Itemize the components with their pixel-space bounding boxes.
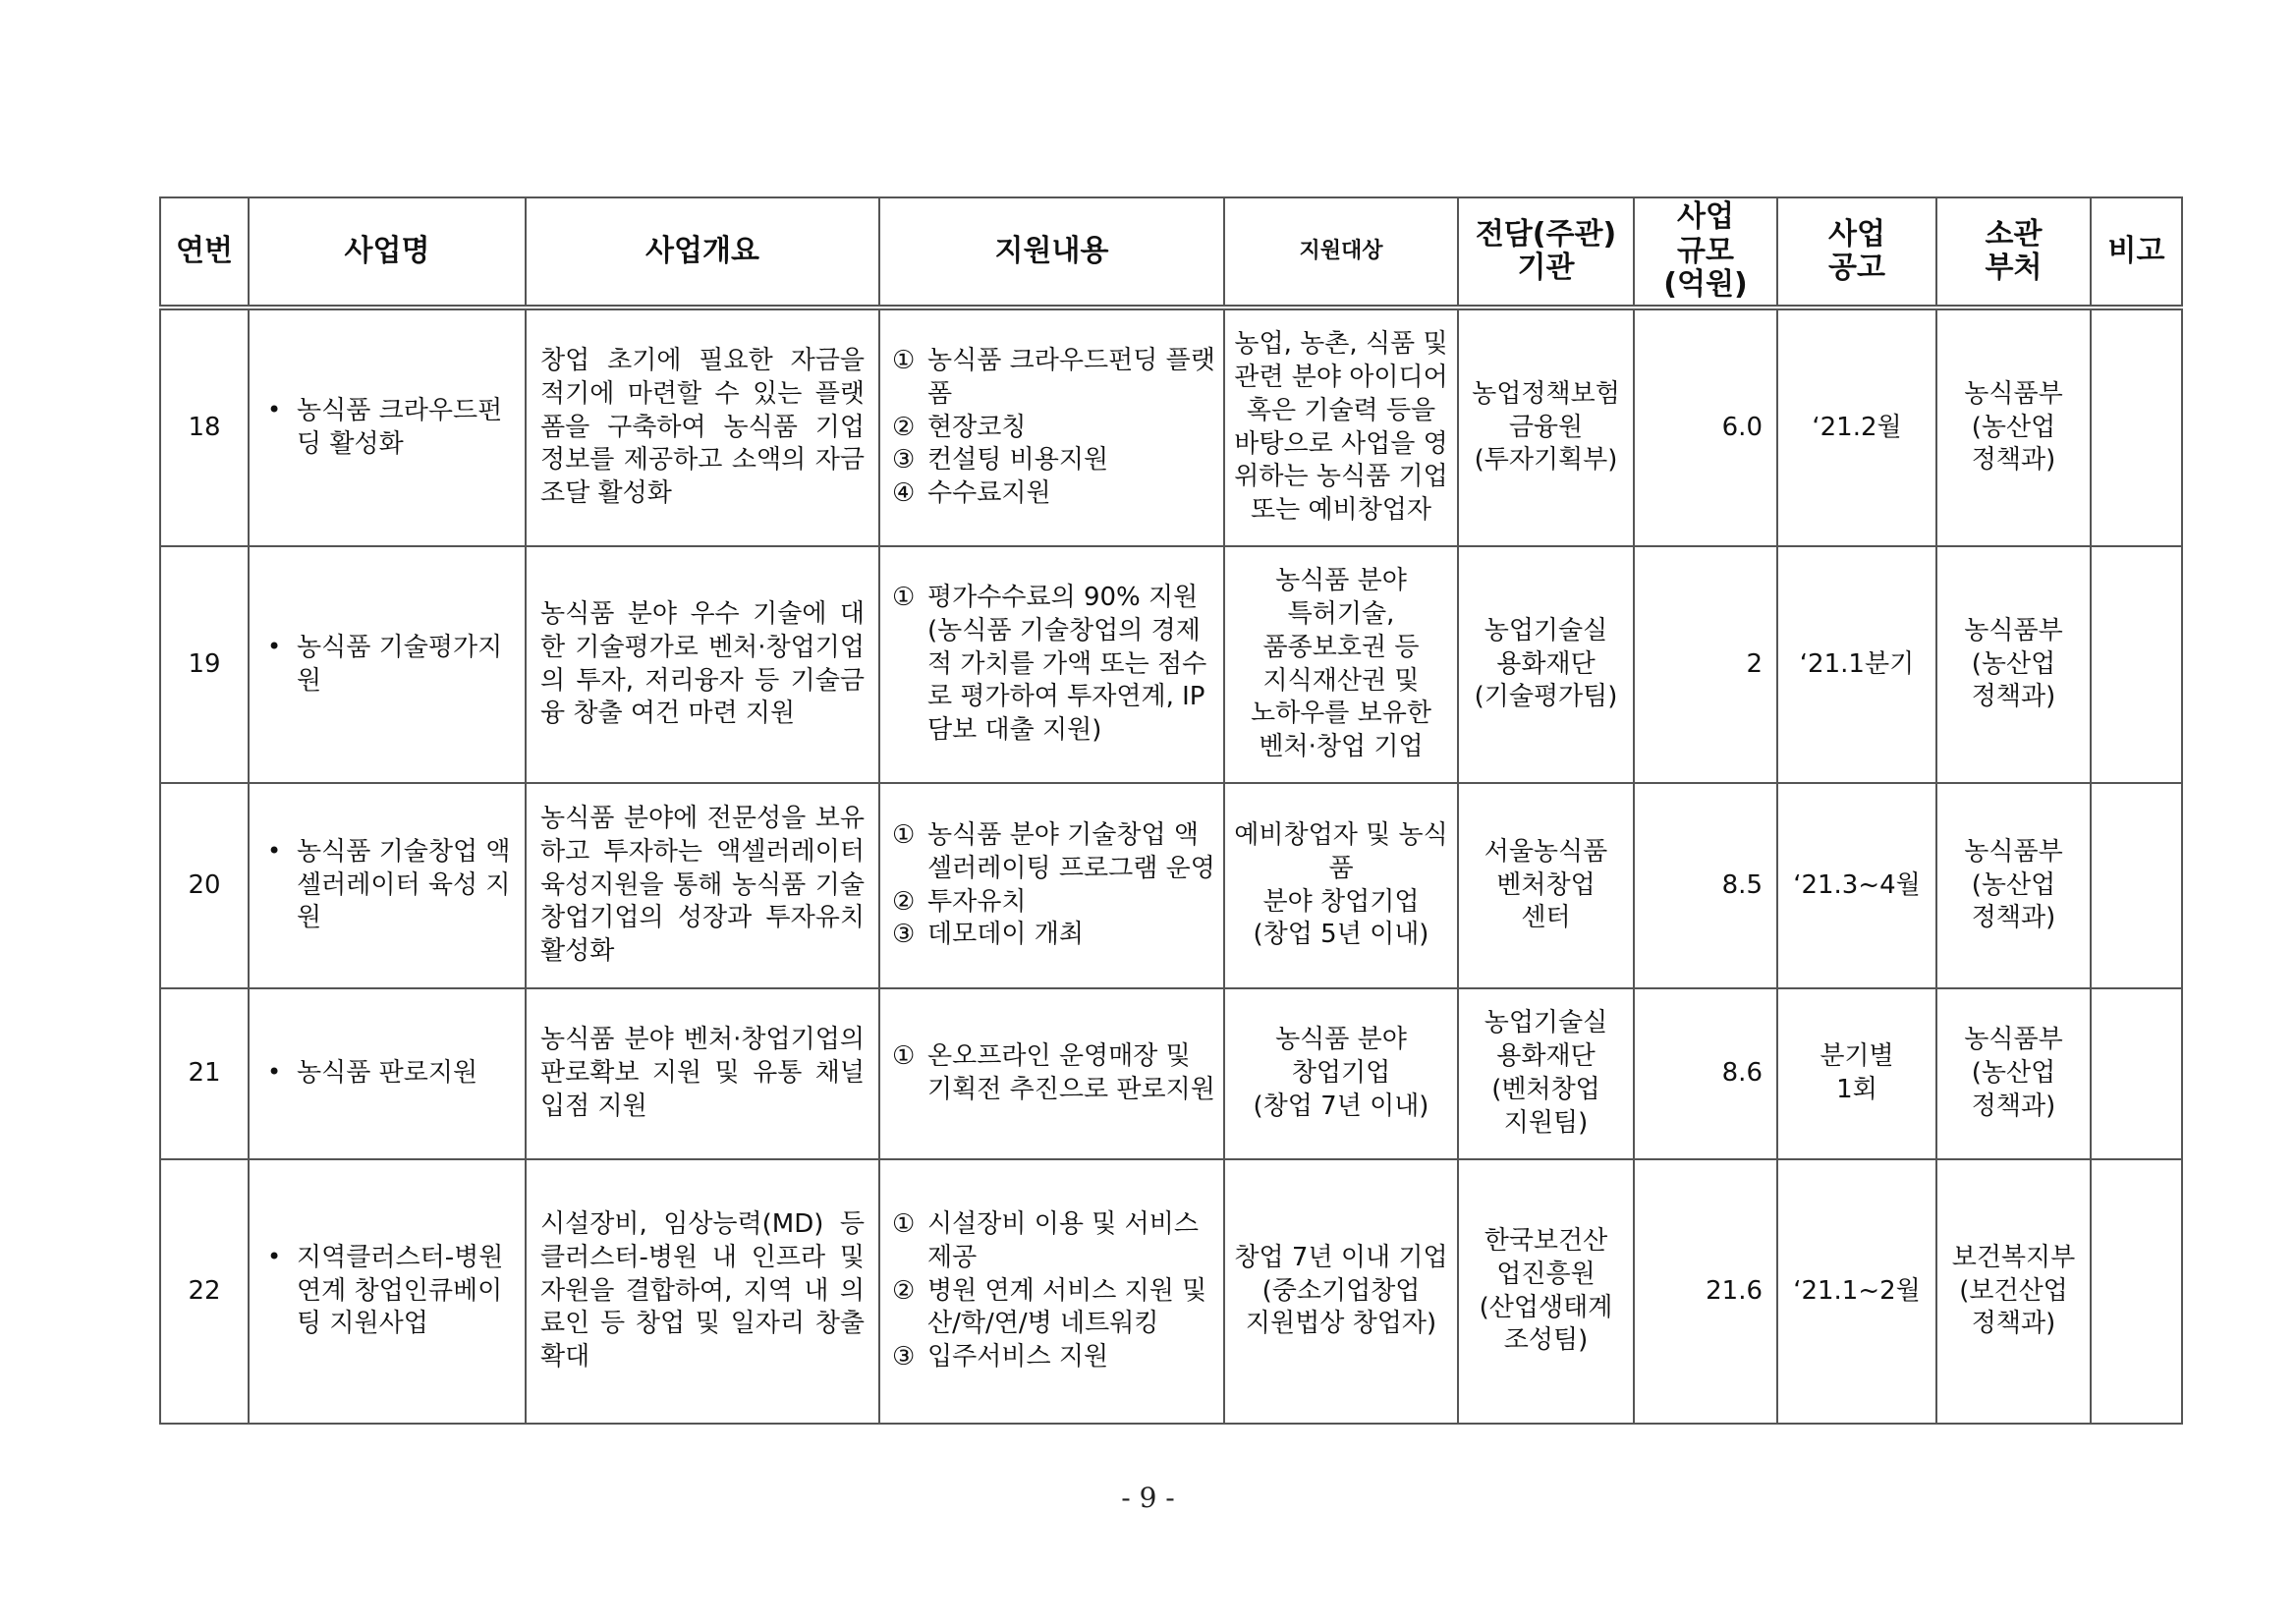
item-number: ① [892,583,916,612]
program-overview: 창업 초기에 필요한 자금을 적기에 마련할 수 있는 플랫폼을 구축하여 농식품 기업 정보를 제공하고 소액의 자금 조달 활성화 [526,308,879,546]
header-content: 지원내용 [879,197,1224,308]
support-item [892,412,1215,445]
bullet-icon: • [267,395,282,423]
item-text: 컨설팅 비용지원 [927,445,1109,476]
support-item [892,345,1215,412]
program-name: 농식품 크라우드펀딩 활성화 [297,395,503,459]
support-item [892,1275,1215,1342]
table-row [160,308,2182,546]
program-name: 농식품 기술창업 액셀러레이터 육성 지원 [297,836,511,933]
header-dept: 소관 부처 [1936,197,2091,308]
budget-scale: 8.6 [1634,988,1777,1159]
item-text: 데모데이 개최 [927,920,1084,950]
managing-org: 농업기술실 용화재단 (벤처창업 지원팀) [1458,988,1634,1159]
support-content-cell [879,1159,1224,1424]
item-text: 농식품 분야 기술창업 액셀러레이팅 프로그램 운영 [927,819,1215,883]
item-number: ① [892,819,916,850]
item-number: ③ [892,920,916,950]
table-row [160,546,2182,783]
item-text: 온오프라인 운영매장 및 기획전 추진으로 판로지원 [927,1041,1215,1104]
item-text: 현장코칭 [927,412,1027,442]
notice-period: ‘21.1~2월 [1777,1159,1936,1424]
row-number: 21 [160,988,249,1159]
table-row [160,1159,2182,1424]
support-target: 창업 7년 이내 기업 (중소기업창업 지원법상 창업자) [1224,1159,1458,1424]
item-number: ② [892,886,916,917]
support-item [892,919,1215,952]
header-notice: 사업 공고 [1777,197,1936,308]
program-name: 농식품 판로지원 [297,1058,478,1089]
item-text: 병원 연계 서비스 지원 및 산/학/연/병 네트워킹 [927,1275,1207,1339]
item-text: 투자유치 [927,886,1027,917]
bullet-icon: • [267,836,282,865]
notice-period: ‘21.3~4월 [1777,783,1936,988]
bullet-icon: • [267,632,282,660]
support-content-cell [879,546,1224,783]
support-item [892,477,1215,511]
remarks [2091,308,2182,546]
row-number: 19 [160,546,249,783]
program-overview: 농식품 분야 우수 기술에 대한 기술평가로 벤처·창업기업의 투자, 저리융자 등 기술금융 창출 여건 마련 지원 [526,546,879,783]
remarks [2091,988,2182,1159]
program-name-cell [249,1159,526,1424]
support-item [892,1208,1215,1275]
item-text: 평가수수료의 90% 지원 (농식품 기술창업의 경제적 가치를 가액 또는 점수로 평가하여 투자연계, IP담보 대출 지원) [927,583,1207,746]
support-content-cell [879,988,1224,1159]
managing-org: 서울농식품 벤처창업 센터 [1458,783,1634,988]
program-overview: 농식품 분야에 전문성을 보유하고 투자하는 액셀러레이터 육성지원을 통해 농식품 기술창업기업의 성장과 투자유치 활성화 [526,783,879,988]
table-body [160,308,2182,1424]
ministry: 농식품부 (농산업 정책과) [1936,783,2091,988]
header-row [160,197,2182,308]
support-target: 농업, 농촌, 식품 및 관련 분야 아이디어 혹은 기술력 등을 바탕으로 사업을 영위하는 농식품 기업 또는 예비창업자 [1224,308,1458,546]
ministry: 농식품부 (농산업 정책과) [1936,988,2091,1159]
notice-period: ‘21.1분기 [1777,546,1936,783]
header-overview: 사업개요 [526,197,879,308]
item-text: 농식품 크라우드펀딩 플랫폼 [927,346,1215,409]
notice-period: 분기별 1회 [1777,988,1936,1159]
program-overview: 시설장비, 임상능력(MD) 등 클러스터-병원 내 인프라 및 자원을 결합하여, 지역 내 의료인 등 창업 및 일자리 창출 확대 [526,1159,879,1424]
program-name-cell [249,546,526,783]
support-content-cell [879,783,1224,988]
header-org: 전담(주관) 기관 [1458,197,1634,308]
program-name: 지역클러스터-병원 연계 창업인큐베이팅 지원사업 [297,1242,504,1339]
bullet-icon: • [267,1242,282,1270]
row-number: 18 [160,308,249,546]
table-row [160,988,2182,1159]
remarks [2091,783,2182,988]
managing-org: 한국보건산 업진흥원 (산업생태계 조성팀) [1458,1159,1634,1424]
page-number: - 9 - [1121,1482,1175,1514]
program-name: 농식품 기술평가지원 [297,632,503,696]
support-target: 농식품 분야 특허기술, 품종보호권 등 지식재산권 및 노하우를 보유한 벤처·창업 기업 [1224,546,1458,783]
budget-scale: 6.0 [1634,308,1777,546]
program-table [159,196,2183,1425]
header-num: 연번 [160,197,249,308]
item-number: ① [892,1209,916,1239]
program-name-cell [249,308,526,546]
budget-scale: 8.5 [1634,783,1777,988]
item-number: ① [892,1041,916,1072]
support-item [892,886,1215,920]
item-number: ③ [892,445,916,476]
header-scale: 사업 규모 (억원) [1634,197,1777,308]
header-target: 지원대상 [1224,197,1458,308]
ministry: 농식품부 (농산업 정책과) [1936,308,2091,546]
support-item [892,819,1215,886]
support-item [892,582,1215,748]
managing-org: 농업기술실 용화재단 (기술평가팀) [1458,546,1634,783]
item-number: ② [892,1275,916,1306]
budget-scale: 2 [1634,546,1777,783]
item-text: 입주서비스 지원 [927,1342,1109,1372]
remarks [2091,546,2182,783]
item-number: ④ [892,478,916,509]
support-target: 예비창업자 및 농식품 분야 창업기업 (창업 5년 이내) [1224,783,1458,988]
item-number: ① [892,346,916,375]
ministry: 농식품부 (농산업 정책과) [1936,546,2091,783]
support-item [892,444,1215,477]
remarks [2091,1159,2182,1424]
row-number: 22 [160,1159,249,1424]
notice-period: ‘21.2월 [1777,308,1936,546]
header-note: 비고 [2091,197,2182,308]
program-overview: 농식품 분야 벤처·창업기업의 판로확보 지원 및 유통 채널 입점 지원 [526,988,879,1159]
bullet-icon: • [267,1058,282,1087]
program-name-cell [249,988,526,1159]
support-target: 농식품 분야 창업기업 (창업 7년 이내) [1224,988,1458,1159]
support-item [892,1341,1215,1374]
budget-scale: 21.6 [1634,1159,1777,1424]
support-content-cell [879,308,1224,546]
item-number: ③ [892,1342,916,1372]
header-name: 사업명 [249,197,526,308]
ministry: 보건복지부 (보건산업 정책과) [1936,1159,2091,1424]
table-row [160,783,2182,988]
row-number: 20 [160,783,249,988]
item-text: 시설장비 이용 및 서비스 제공 [927,1209,1199,1272]
managing-org: 농업정책보험 금융원 (투자기획부) [1458,308,1634,546]
item-text: 수수료지원 [927,478,1051,509]
item-number: ② [892,412,916,442]
support-item [892,1040,1215,1107]
program-name-cell [249,783,526,988]
